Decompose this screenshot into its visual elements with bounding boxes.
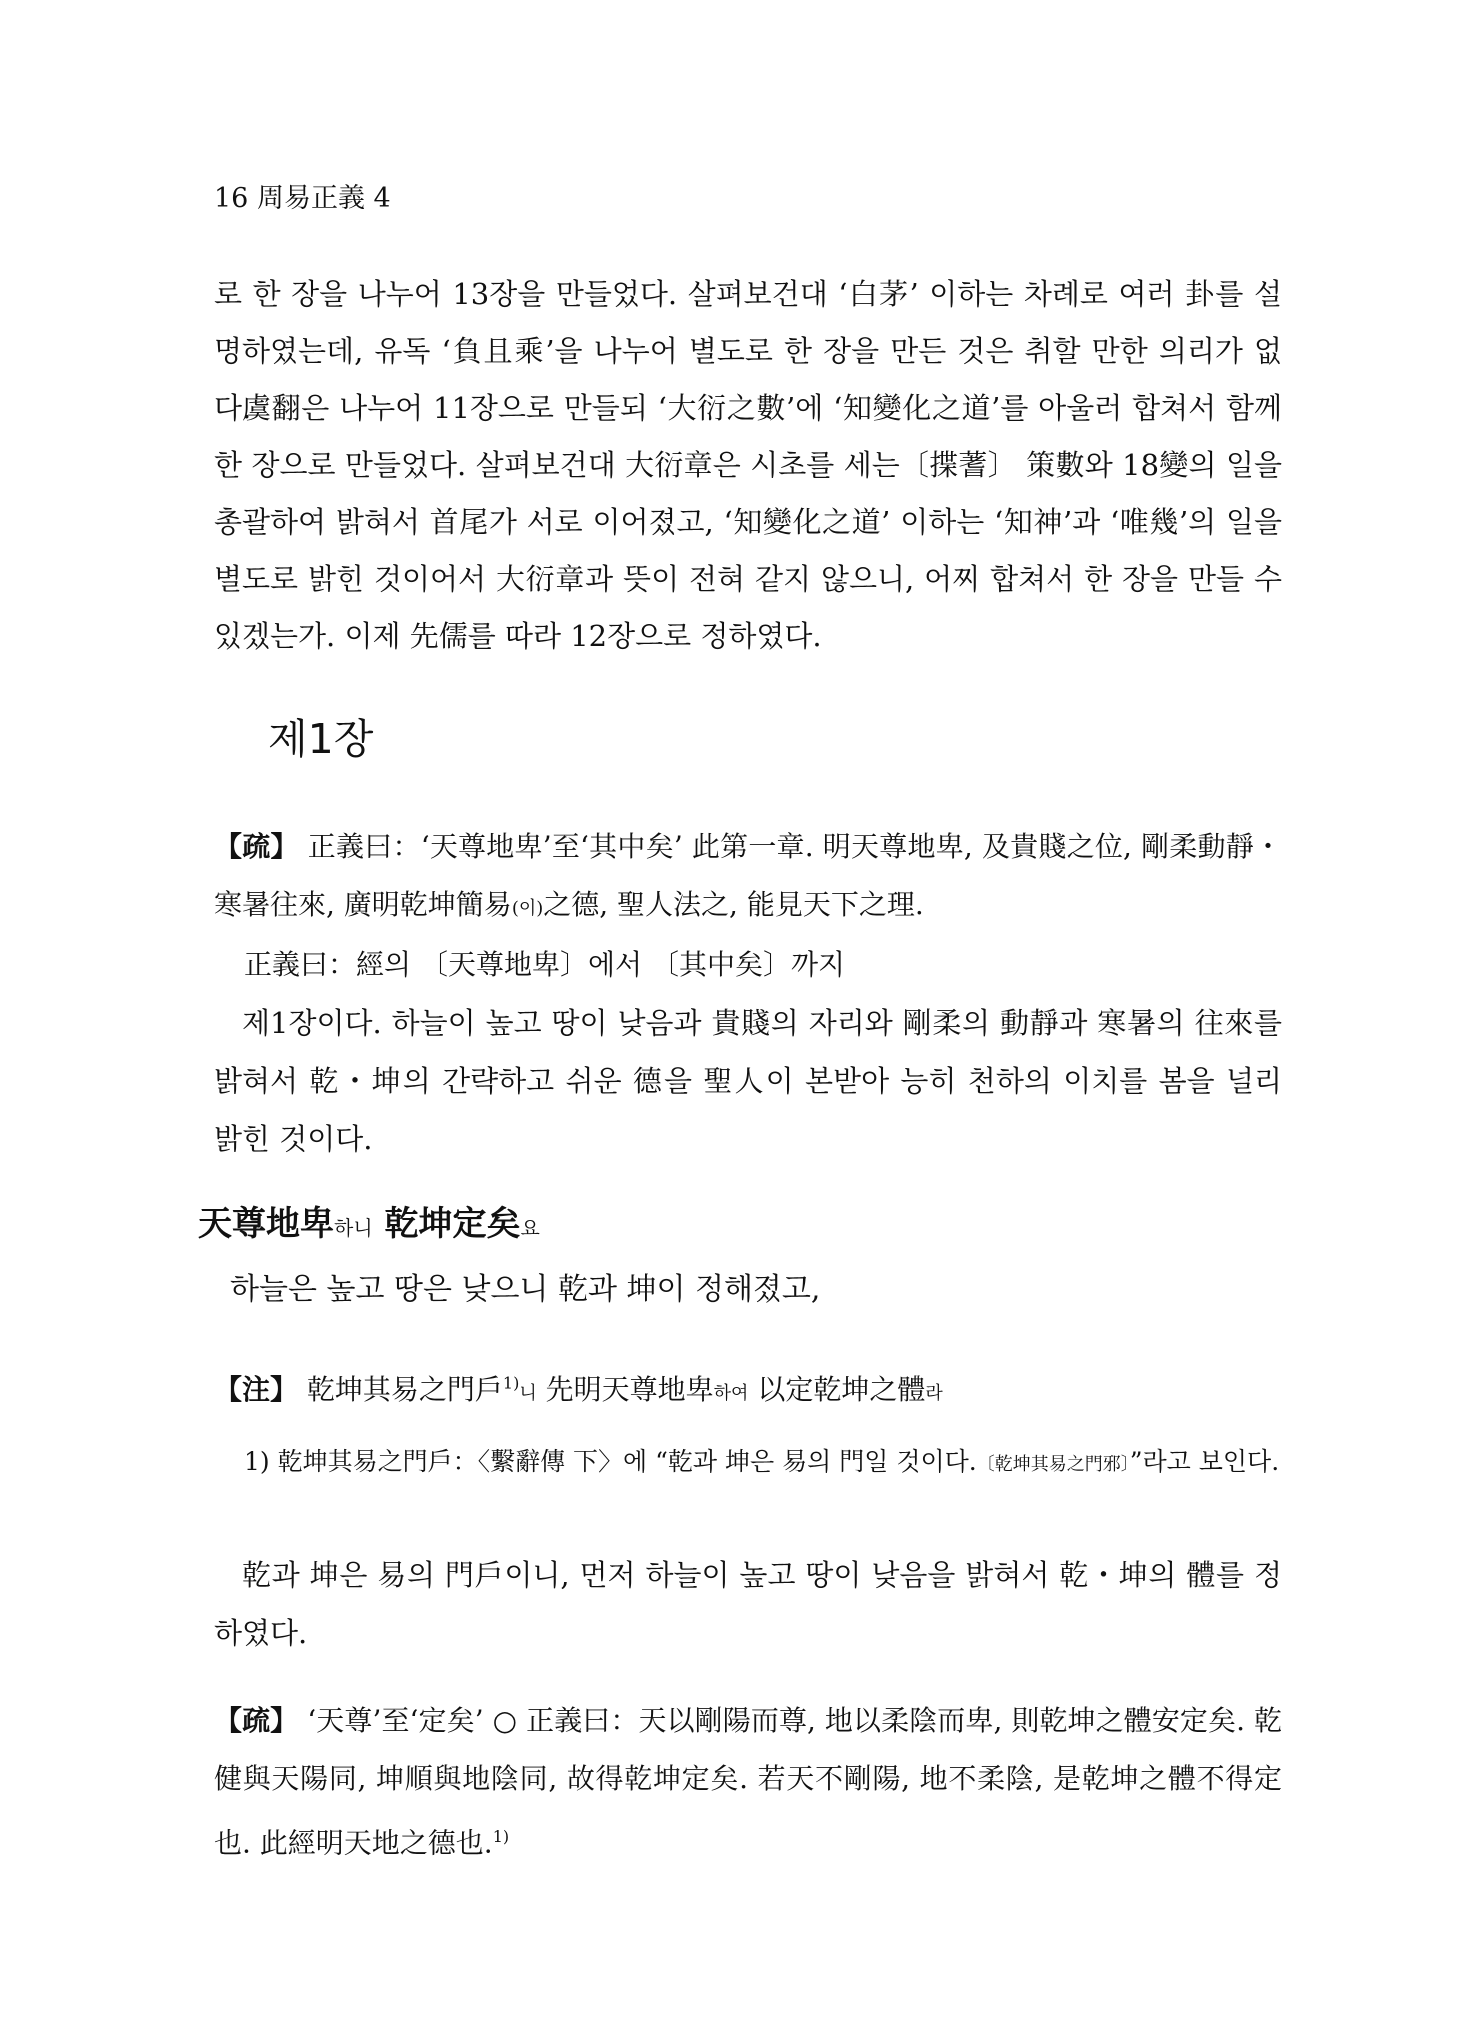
classic-particle-2: 요 [520,1216,540,1240]
intro-paragraph-2: 虞翻은 나누어 11장으로 만들되 ‘大衍之數’에 ‘知變化之道’를 아울러 합쳐서 함께 한 장으로 만들었다. 살펴보건대 大衍章은 시초를 세는〔揲蓍〕 策數와 18變의 일을 총괄하여 밝혀서 首尾가 서로 이어졌고, ‘知變化之道’ 이하는 ‘知神’과 ‘唯幾’의 일을 별도로 밝힌 것이어서 大衍章과 뜻이 전혀 같지 않으니, 어찌 합쳐서 한 장을 만들 수 있겠는가. 이제 先儒를 따라 12장으로 정하였다. [214,391,1282,653]
intro-paragraph-1: 로 한 장을 나누어 13장을 만들었다. 살펴보건대 ‘白茅’ 이하는 차례로 여러 卦를 설명하였는데, 유독 ‘負且乘’을 나누어 별도로 한 장을 만든 것은 취할 만한 의리가 없다. [214,277,1282,425]
commentary-tag: 【疏】 [214,830,299,863]
classic-translation: 하늘은 높고 땅은 낮으니 乾과 坤이 정해졌고, [230,1272,821,1307]
classic-text [198,1196,540,1245]
classic-text-1: 天尊地卑 [198,1204,334,1244]
footnote-text-1: 1) 乾坤其易之門戶：〈繫辭傳 下〉에 “乾과 坤은 易의 門일 것이다. [244,1447,977,1476]
note [214,1368,943,1408]
translation-1-head: 正義曰：經의 〔天尊地卑〕에서 〔其中矣〕까지 [244,948,846,981]
running-head: 16 周易正義 4 [214,183,391,214]
commentary-2 [214,1692,1282,1872]
footnote [244,1436,1320,1491]
note-text-1: 乾坤其易之門戶 [298,1373,503,1406]
footnote-text-2: ”라고 보인다. [1129,1447,1280,1476]
commentary-1 [214,818,1282,938]
commentary-2-footnote-ref: 1) [492,1827,510,1846]
commentary-1-small: (이) [511,898,544,919]
note-footnote-ref: 1) [502,1373,520,1393]
note-particle-1: 니 [519,1383,537,1404]
commentary-2-text: ‘天尊’至‘定矣’ ○ 正義曰：天以剛陽而尊, 地以柔陰而卑, 則乾坤之體安定矣. 乾健與天陽同, 坤順與地陰同, 故得乾坤定矣. 若天不剛陽, 地不柔陰, 是乾坤之體不得定也. 此經明天地之德也. [214,1704,1282,1860]
commentary-1-text: 正義曰：‘天尊地卑’至‘其中矣’ 此第一章. 明天尊地卑, 及貴賤之位, 剛柔動靜・寒暑往來, 廣明乾坤簡易 [214,830,1282,921]
note-translation: 乾과 坤은 易의 門戶이니, 먼저 하늘이 높고 땅이 낮음을 밝혀서 乾・坤의 體를 정하였다. [214,1558,1282,1650]
note-tag: 【注】 [214,1373,299,1406]
commentary-2-tag: 【疏】 [214,1704,299,1737]
chapter-title: 제1장 [268,715,374,763]
note-particle-3: 라 [925,1383,943,1404]
footnote-small: 〔乾坤其易之門邪〕 [976,1454,1130,1475]
translation-1-body: 제1장이다. 하늘이 높고 땅이 낮음과 貴賤의 자리와 剛柔의 動靜과 寒暑의 往來를 밝혀서 乾・坤의 간략하고 쉬운 德을 聖人이 본받아 능히 천하의 이치를 봄을 널리 밝힌 것이다. [214,1006,1282,1156]
classic-particle-1: 하니 [334,1216,373,1240]
note-particle-2: 하여 [713,1383,749,1404]
classic-text-2: 乾坤定矣 [372,1204,521,1244]
commentary-1-text-2: 之德, 聖人法之, 能見天下之理. [543,888,924,921]
note-text-2: 先明天尊地卑 [536,1373,714,1406]
note-text-3: 以定乾坤之體 [748,1373,926,1406]
